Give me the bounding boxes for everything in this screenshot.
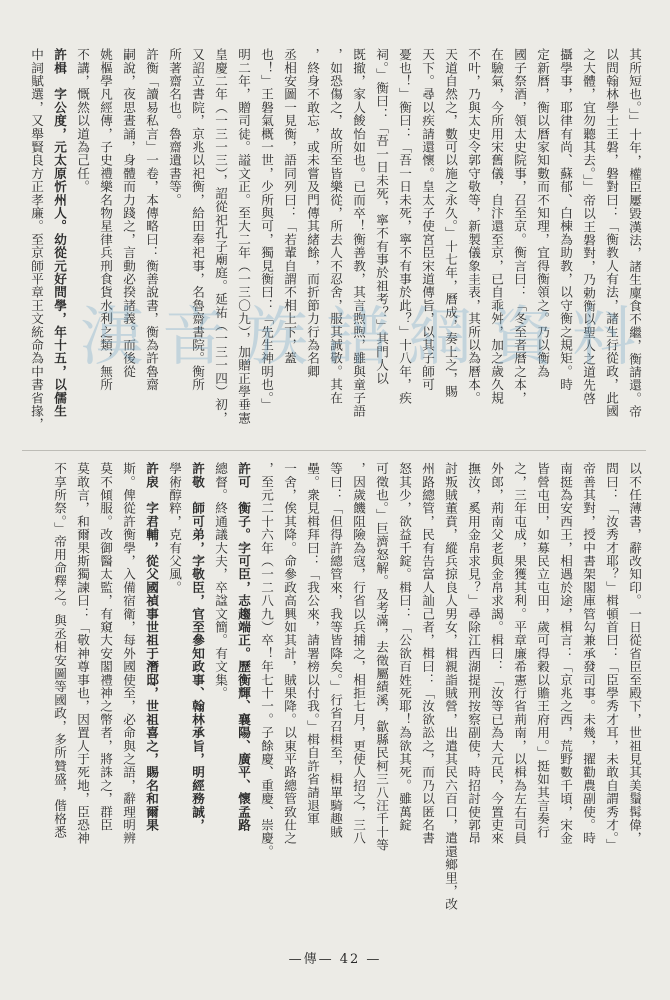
text-column: 討叛賊董賁，縱兵掠良人男女，楫親詣賊營，出遣其民六百口，遣還鄉里，改	[443, 462, 458, 911]
text-column: 許扆 字君輔，從父國禎事世祖于潛邸，世祖喜之，賜名和爾果	[144, 462, 159, 832]
text-column: 莫不傾服。改御醫太監，有窺大安閣禮神之幣者，將誅之，群臣	[98, 462, 113, 832]
text-column: 天道自然之，數可以施之永久。」十七年，曆成，奏上之，賜	[443, 48, 458, 399]
text-column: 學術醇粹，克有父風。	[167, 462, 182, 594]
text-column: 皆營屯田，如募民立屯田，歲可得穀以贍王府用。」挺如其言奏行	[535, 462, 550, 839]
text-column: 可徵也。」巨濟怒解。及考滿，去徵屬績溪，歙縣民柯三八汪千十等	[374, 462, 389, 852]
text-column: 皇慶二年（一三一三），詔從祀孔子廟庭。延祐（一三一四）初，	[213, 48, 228, 425]
text-column: 不講，慨然以道為己任。	[75, 48, 90, 194]
text-column: 許敬 師可弟，字敬臣，官至參知政事、翰林承旨，明經務誠，	[190, 462, 205, 832]
text-column: 總督。終通議大夫，卒諡文簡。有文集。	[213, 462, 228, 700]
watermark: 漢音族譜網資料	[80, 301, 654, 375]
upper-text-band	[22, 48, 646, 440]
text-column: 在驗氣，今所用宋舊儀，自汴還至京，已自乖舛，加之歲久規	[489, 48, 504, 405]
text-column: 不叶，乃與太史令郭守敬等，新製儀象圭表，其所以為曆本。	[466, 48, 481, 405]
text-column: 壘。衆見楫拜曰：「我公來，請署榜以付我。」楫自許省請退軍	[305, 462, 320, 826]
text-column: 明二年，贈司徒。謚文正。至大二年（一三〇九），加贈正學垂憲	[236, 48, 251, 425]
text-column: 外郎，荊南父老與金帛求謁。楫曰：「汝等已為大元民，今置吏來	[489, 462, 504, 845]
text-column: ，如恐傷之，故所至皆樂從，所去人不忍舍，服其誠敬。其在	[328, 48, 343, 405]
text-column: 怒其少，欲益千錠。楫曰：「公欲百姓死耶！為欲其死。雖萬錠	[397, 462, 412, 832]
text-column: 所著齋名也。魯齋遺書等。	[167, 48, 182, 207]
text-column: 憂也！」衡曰：「吾一日未死，寧不有事於此？」十八年，疾	[397, 48, 412, 405]
text-column: 許衡「讀易私言」一卷，本傳略曰：衡善說書，衡為許魯齋	[144, 48, 159, 392]
text-column: 問曰：「汝秀才耶？」楫頓首曰：「臣學秀才耳，未敢自謂秀才。」	[604, 462, 619, 852]
text-column: ，因歲饑阻險為寇，行省以兵捕之，相拒七月，更使人招之，三八	[351, 462, 366, 845]
text-column: 許楫 字公度，元太原忻州人。幼從元好問學，年十五，以儒生	[52, 48, 67, 418]
text-column: 撫汝，奚用金帛求見？」尋除江西湖提刑按察副使，時招討使郭昂	[466, 462, 481, 845]
text-column: 以問翰林學士王磐，磐對曰：「衡教人有法，諸生行從政，此國	[604, 48, 619, 418]
lower-text-band	[22, 462, 646, 934]
text-column: 斯。俾從許衡學，入備宿衛，每外國使至，必命與之語，辭理明辨	[121, 462, 136, 845]
text-column: 國子祭酒，領太史院事，召至京。衡言曰：「冬至者曆之本，	[512, 48, 527, 405]
text-column: 天下。尋以疾請還懷。皇太子使宮臣宋道傳旨，以其子師可	[420, 48, 435, 392]
text-column: 姚樞學凡經傳，子史禮樂名物星律兵刑食貨水利之類，無所	[98, 48, 113, 392]
text-column: 帝善其對，授中書架閣庫管勾兼承發司事。未幾，擢勸農副使。時	[581, 462, 596, 845]
text-column: 之，三年屯成，果獲其利。平章廉希憲行省荊南，以楫為左右司員	[512, 462, 527, 845]
text-column: 許可 衡子。字可臣，志趨端正。歷衡輝、襄陽、廣平、懷孟路	[236, 462, 251, 832]
text-column: 以不任薄書，辭改知印。一日從省臣至殿下，世祖見其美鬚髯偉，	[627, 462, 642, 845]
text-column: 州路總管，民有告富人訕己者，楫曰：「汝欲訟之，而乃以匿名書	[420, 462, 435, 845]
text-column: 等曰：「但得許總管來，我等皆降矣。」行省召楫至，楫單騎趣賊	[328, 462, 343, 839]
text-column: 祠。」衡曰：「吾一日未死，寧不有事於祖考？」其門人以	[374, 48, 389, 385]
text-column: 丞相安圖一見衡，語同列曰：「若輩自謂不相上下，蓋	[282, 48, 297, 365]
text-column: 定新曆，衡以曆家知數而不知理，宜得衡領之。乃以衡為	[535, 48, 550, 378]
text-column: 其所短也。」」十年，權臣屢毀漢法，諸生廩食不繼，衡請還。帝	[627, 48, 642, 419]
text-column: 也！」王磐氣概一世，少所與可，獨見衡曰：「先生神明也。」	[259, 48, 274, 412]
text-column: ，至元二十六年（一二八九）卒！年七十一。子餘慶、重慶、崇慶。	[259, 462, 274, 858]
text-column: 莫敢言，和爾果斯獨諫曰：「敬神尊事也，因置人于死地，臣恐神	[75, 462, 90, 845]
page-number: —傳— 42 —	[288, 952, 382, 967]
text-column: 攝學事，耶律有尚、蘇郁、白棟為助教，以守衡之規矩。時	[558, 48, 573, 392]
band-divider	[22, 450, 646, 451]
text-column: 既撤，家人餕怡如也。已而卒！衡善教，其言煦煦，雖與童子語	[351, 48, 366, 418]
text-column: 不享所祭。」帝用命釋之。與丞相安圖等國政，多所贊盛，偕格悉	[52, 462, 67, 839]
text-column: ，終身不敢忘，或未嘗及門傳其緒餘，而折節力行為名卿	[305, 48, 320, 378]
text-column: 南挺為安西王，相遇於途，楫言：「京兆之西，荒野數千頃，宋金	[558, 462, 573, 845]
text-column: 嗣說，夜思晝誦，身體而力踐之，言動必揆諸義。而後從	[121, 48, 136, 378]
text-column: 中詞賦選，又舉賢良方正孝廉。至京師平章王文統命為中書省掾，	[29, 48, 44, 431]
text-column: 又詔立書院，京兆以祀衡，給田奉祀事，名魯齋書院。衡所	[190, 48, 205, 392]
text-column: 之大體，宜勿聽其去。」」帝以王磐對，乃勅衡以聖人之道先啓	[581, 48, 596, 405]
document-page	[22, 48, 646, 968]
text-column: 一舍，俟其降。命參政高興如其計，賊果降。以東平路總管致仕之	[282, 462, 297, 845]
